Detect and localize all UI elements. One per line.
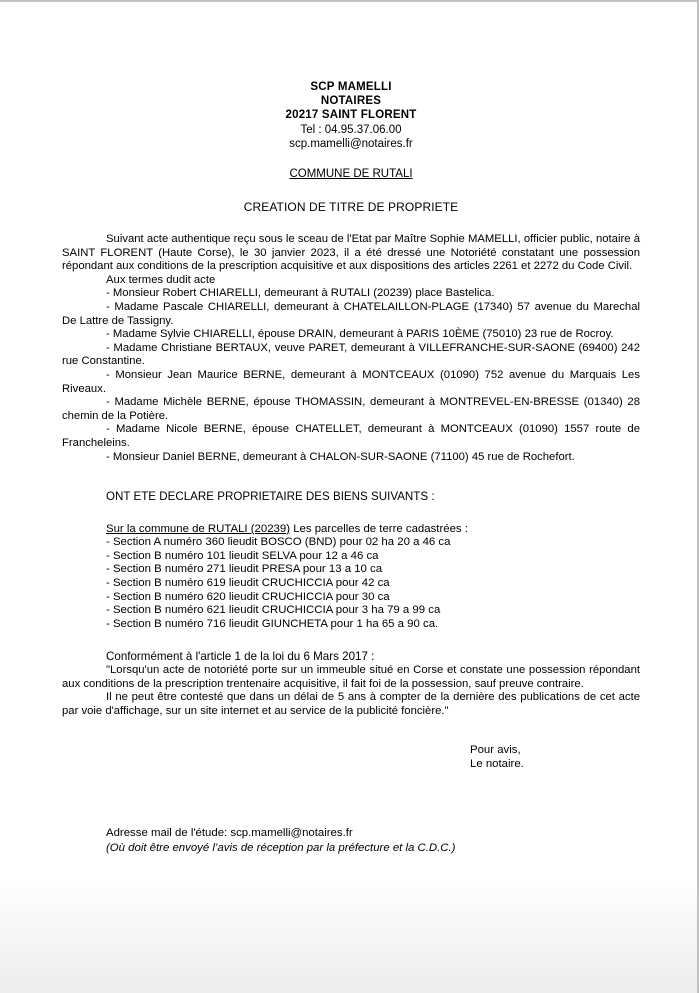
parcel-entry: - Section B numéro 716 lieudit GIUNCHETA pour 1 ha 65 a 90 ca. xyxy=(106,617,439,630)
signoff-line-2: Le notaire. xyxy=(470,758,524,771)
party-entry: - Madame Christiane BERTAUX, veuve PARET, demeurant à VILLEFRANCHE-SUR-SAONE (69400) 242 rue Constantine. xyxy=(62,341,640,368)
commune-heading xyxy=(62,168,640,180)
intro-paragraph: Suivant acte authentique reçu sous le sceau de l'Etat par Maître Sophie MAMELLI, officier public, notaire à SAINT FLORENT (Haute Corse), le 30 janvier 2023, il a été dressé une Notoriété constatant une possession répondant aux conditions de la prescription acquisitive et aux dispositions des articles 2261 et 2272 du Code Civil. xyxy=(62,233,640,273)
parcel-entry: - Section B numéro 621 lieudit CRUCHICCIA pour 3 ha 79 a 99 ca xyxy=(106,604,441,617)
letterhead-firm: SCP MAMELLI xyxy=(310,81,392,93)
party-entry: - Madame Sylvie CHIARELLI, épouse DRAIN, demeurant à PARIS 10ÈME (75010) 23 rue de Rocroy. xyxy=(106,328,614,341)
signoff-line-1: Pour avis, xyxy=(470,744,521,757)
party-entry: - Monsieur Daniel BERNE, demeurant à CHALON-SUR-SAONE (71100) 45 rue de Rochefort. xyxy=(106,450,575,463)
declaration-heading: ONT ETE DECLARE PROPRIETAIRE DES BIENS SUIVANTS : xyxy=(106,490,435,504)
parcel-entry: - Section B numéro 101 lieudit SELVA pour 12 a 46 ca xyxy=(106,549,379,562)
parcel-entry: - Section B numéro 619 lieudit CRUCHICCIA pour 42 ca xyxy=(106,577,390,590)
document-sheet xyxy=(62,0,640,856)
footer-block xyxy=(62,826,640,856)
letterhead-email: scp.mamelli@notaires.fr xyxy=(289,137,413,150)
parcel-entry: - Section B numéro 620 lieudit CRUCHICCIA pour 30 ca xyxy=(106,590,390,603)
party-entry: - Monsieur Jean Maurice BERNE, demeurant à MONTCEAUX (01090) 752 avenue du Marquais Les Riveaux. xyxy=(62,368,640,395)
letterhead-profession: NOTAIRES xyxy=(320,95,382,108)
document-body xyxy=(62,233,640,856)
parcels-intro-rest: Les parcelles de terre cadastrées : xyxy=(290,522,468,535)
party-entry: - Madame Pascale CHIARELLI, demeurant à CHATELAILLON-PLAGE (17340) 57 avenue du Marechal De Lattre de Tassigny. xyxy=(62,300,640,327)
footer-note-line: (Où doit être envoyé l’avis de réception par la préfecture et la C.D.C.) xyxy=(106,842,456,855)
letterhead-phone: Tel : 04.95.37.06.00 xyxy=(300,123,402,136)
footer-mail-line: Adresse mail de l'étude: scp.mamelli@notaires.fr xyxy=(106,827,353,840)
letterhead-city: 20217 SAINT FLORENT xyxy=(285,109,417,122)
parcel-entry: - Section A numéro 360 lieudit BOSCO (BND) pour 02 ha 20 a 46 ca xyxy=(106,536,451,549)
law-quote-paragraph-1: "Lorsqu'un acte de notoriété porte sur un immeuble situé en Corse et constate une possession répondant aux conditions de la prescription trentenaire acquisitive, il fait foi de la possession, sauf preuve contraire. xyxy=(62,664,640,690)
party-entry: - Madame Nicole BERNE, épouse CHATELLET, demeurant à MONTCEAUX (01090) 1557 route de Francheleins. xyxy=(62,423,640,449)
letterhead xyxy=(62,80,640,151)
parcels-intro xyxy=(62,523,640,537)
commune-heading-text: COMMUNE DE RUTALI xyxy=(289,168,413,181)
parcels-intro-commune: Sur la commune de RUTALI (20239) xyxy=(106,522,291,535)
party-entry: - Madame Michèle BERNE, épouse THOMASSIN, demeurant à MONTREVEL-EN-BRESSE (01340) 28 chemin de la Potière. xyxy=(62,396,640,422)
party-entry: - Monsieur Robert CHIARELLI, demeurant à RUTALI (20239) place Bastelica. xyxy=(106,287,495,300)
law-heading: Conformément à l'article 1 de la loi du 6 Mars 2017 : xyxy=(106,650,375,664)
law-quote-paragraph-2: Il ne peut être contesté que dans un délai de 5 ans à compter de la dernière des publications de cet acte par voie d'affichage, sur un site internet et au service de la publicité foncière." xyxy=(62,691,640,717)
page-bottom-fade xyxy=(0,878,697,993)
parcel-entry: - Section B numéro 271 lieudit PRESA pour 13 a 10 ca xyxy=(106,563,383,576)
terms-line: Aux termes dudit acte xyxy=(106,273,216,286)
signoff-block xyxy=(62,743,640,771)
page-title: CREATION DE TITRE DE PROPRIETE xyxy=(243,200,459,215)
